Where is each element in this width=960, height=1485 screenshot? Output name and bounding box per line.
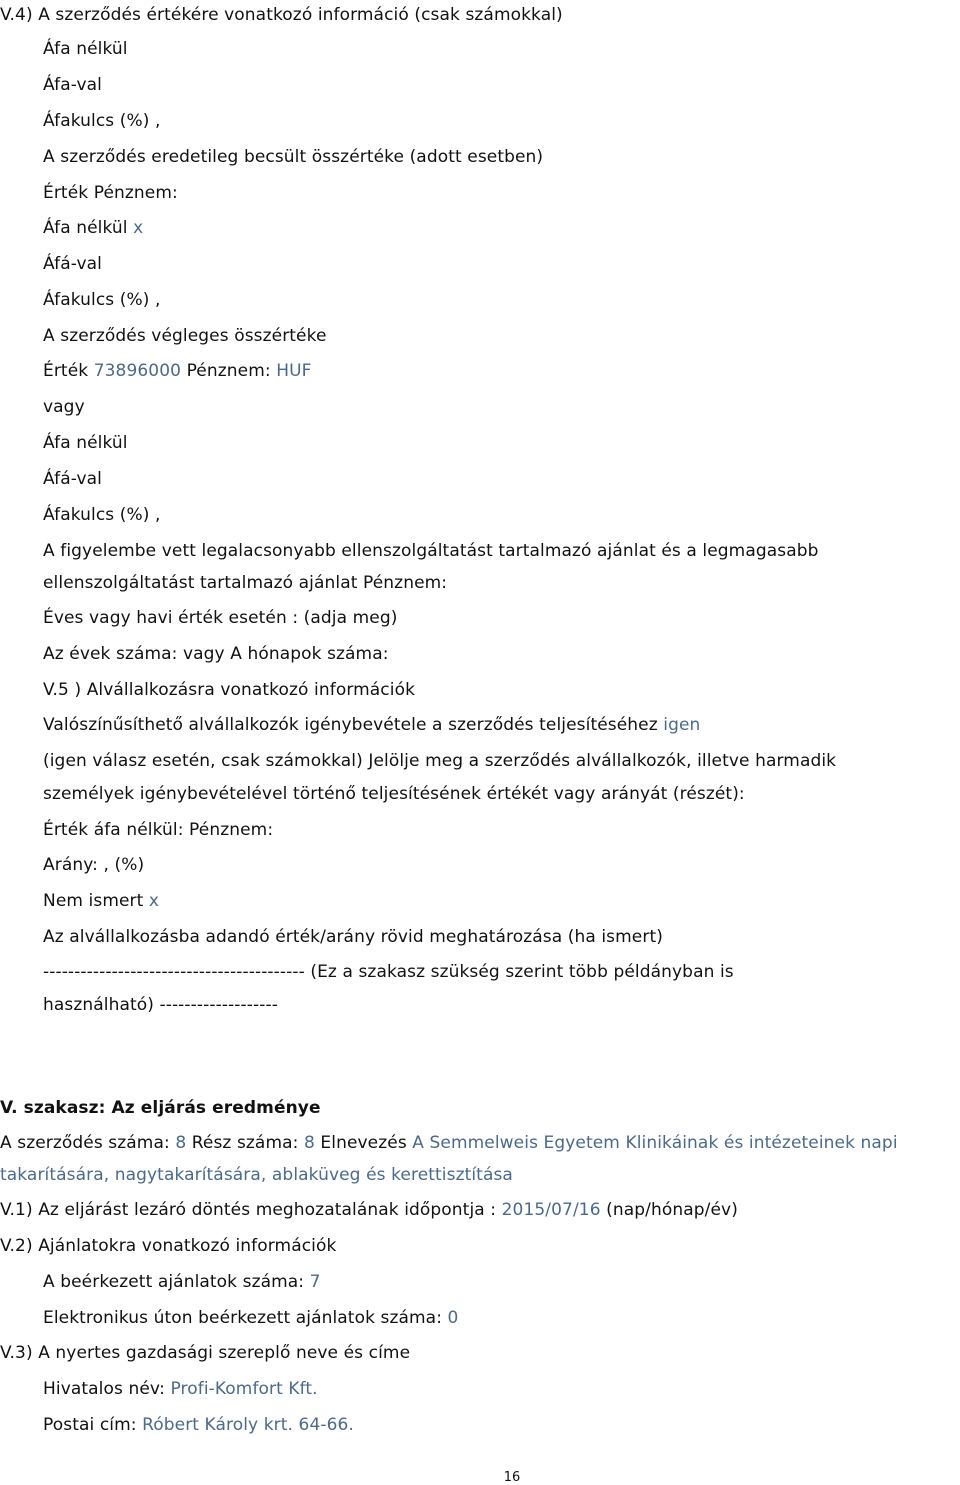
hivatalos-nev-row (43, 1378, 318, 1400)
ertek-row (43, 360, 312, 382)
szerzodes-label: A szerződés száma: (0, 1133, 170, 1153)
v4-heading: V.4) A szerződés értékére vonatkozó információ (csak számokkal) (0, 5, 563, 25)
vagy-label: vagy (43, 397, 85, 417)
afakulcs-label: Áfakulcs (%) , (43, 505, 161, 525)
page-number: 16 (503, 1470, 521, 1485)
valoszinu-row (43, 714, 700, 736)
beerkezett-value: 7 (309, 1272, 321, 1292)
separator-text-line2: használható) ------------------- (43, 995, 278, 1015)
ertek-value: 73896000 (93, 361, 182, 381)
resz-label: Rész száma: (191, 1133, 299, 1153)
nem-ismert-row (43, 890, 159, 912)
elektronikus-value: 0 (447, 1308, 459, 1328)
elektronikus-label: Elektronikus úton beérkezett ajánlatok száma: (43, 1308, 443, 1328)
elnevezes-value-line2: takarítására, nagytakarítására, ablaküveg és kerettisztítása (0, 1165, 513, 1185)
eves-havi-label: Éves vagy havi érték esetén : (adja meg) (43, 608, 398, 628)
afa-val-label: Áfá-val (43, 469, 103, 489)
elnevezes-label: Elnevezés (320, 1133, 407, 1153)
evek-szama-label: Az évek száma: vagy A hónapok száma: (43, 644, 389, 664)
penznem-label: Pénznem: (186, 361, 271, 381)
hivatalos-nev-label: Hivatalos név: (43, 1379, 165, 1399)
afa-nelkul-label: Áfa nélkül (43, 39, 128, 59)
beerkezett-label: A beérkezett ajánlatok száma: (43, 1272, 305, 1292)
ertek-afa-nelkul-label: Érték áfa nélkül: Pénznem: (43, 820, 274, 840)
valoszinu-label: Valószínűsíthető alvállalkozók igénybevétele a szerződés teljesítéséhez (43, 715, 658, 735)
szerzodes-value: 8 (175, 1133, 187, 1153)
afa-nelkul-label: Áfa nélkül (43, 433, 128, 453)
postai-cim-label: Postai cím: (43, 1415, 137, 1435)
v2-heading: V.2) Ajánlatokra vonatkozó információk (0, 1236, 337, 1256)
nem-ismert-mark: x (148, 891, 160, 911)
arany-label: Arány: , (%) (43, 855, 145, 875)
hivatalos-nev-value: Profi-Komfort Kft. (170, 1379, 318, 1399)
beerkezett-row (43, 1271, 321, 1293)
afa-nelkul-label: Áfa nélkül (43, 218, 128, 238)
ertek-label: Érték (43, 361, 89, 381)
v1-date-value: 2015/07/16 (501, 1200, 601, 1220)
v3-heading: V.3) A nyertes gazdasági szereplő neve és címe (0, 1343, 411, 1363)
figyelembe-text-line2: ellenszolgáltatást tartalmazó ajánlat Pénznem: (43, 573, 448, 593)
elnevezes-value-line1: A Semmelweis Egyetem Klinikáinak és intézeteinek napi (412, 1133, 898, 1153)
afakulcs-label: Áfakulcs (%) , (43, 290, 161, 310)
igen-text-line1: (igen válasz esetén, csak számokkal) Jelölje meg a szerződés alvállalkozók, illetve harmadik (43, 751, 837, 771)
resz-value: 8 (303, 1133, 315, 1153)
vegleges-heading: A szerződés végleges összértéke (43, 326, 327, 346)
v5-subheading: V.5 ) Alvállalkozásra vonatkozó információk (43, 680, 416, 700)
afa-nelkul-mark: x (133, 218, 144, 238)
postai-cim-row (43, 1414, 354, 1436)
valoszinu-value: igen (663, 715, 701, 735)
becsult-heading: A szerződés eredetileg becsült összértéke (adott esetben) (43, 147, 544, 167)
elektronikus-row (43, 1307, 458, 1329)
v1-suffix: (nap/hónap/év) (606, 1200, 738, 1220)
igen-text-line2: személyek igénybevételével történő teljesítésének értékét vagy arányát (részét): (43, 784, 745, 804)
ertek-penznem-label: Érték Pénznem: (43, 183, 178, 203)
afa-val-label: Áfá-val (43, 254, 103, 274)
postai-cim-value: Róbert Károly krt. 64-66. (142, 1415, 354, 1435)
afakulcs-label: Áfakulcs (%) , (43, 111, 161, 131)
section-title: V. szakasz: Az eljárás eredménye (0, 1098, 321, 1118)
afa-val-label: Áfa-val (43, 75, 103, 95)
rovid-meghatarozas-label: Az alvállalkozásba adandó érték/arány rövid meghatározása (ha ismert) (43, 927, 663, 947)
afa-nelkul-row (43, 217, 143, 239)
v1-label: V.1) Az eljárást lezáró döntés meghozatalának időpontja : (0, 1200, 497, 1220)
separator-text-line1: ------------------------------------------ (Ez a szakasz szükség szerint több példányban is (43, 962, 734, 982)
v1-row (0, 1199, 738, 1221)
nem-ismert-label: Nem ismert (43, 891, 144, 911)
figyelembe-text-line1: A figyelembe vett legalacsonyabb ellenszolgáltatást tartalmazó ajánlat és a legmagasabb (43, 541, 819, 561)
penznem-value: HUF (276, 361, 312, 381)
szerzodes-row (0, 1132, 898, 1154)
